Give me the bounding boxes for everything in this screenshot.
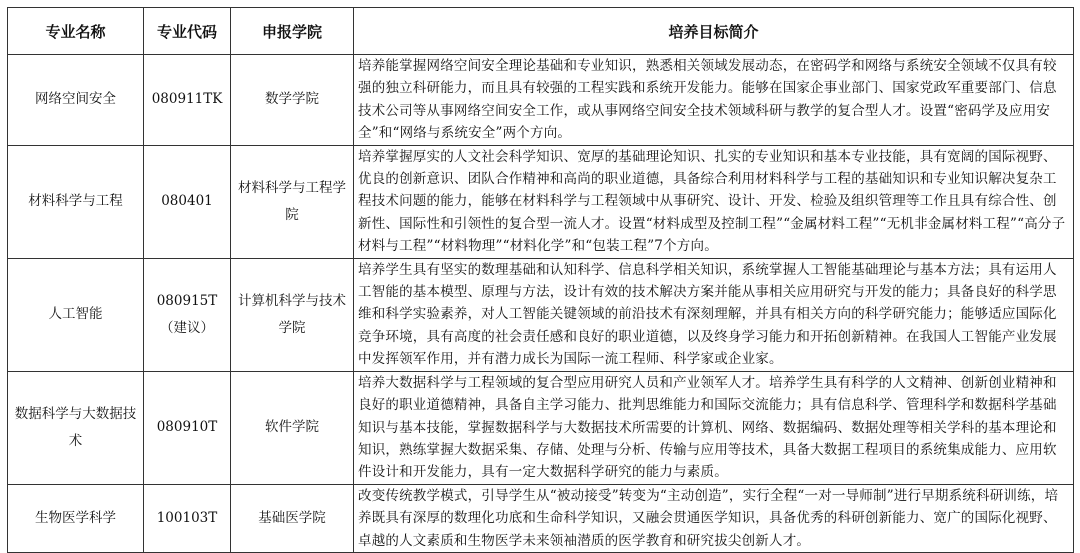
- major-code-cell: 080911TK: [144, 55, 231, 146]
- major-code-cell: 080910T: [144, 371, 231, 484]
- major-code-cell: 100103T: [144, 484, 231, 552]
- college-cell: 基础医学院: [231, 484, 354, 552]
- description-cell: 培养学生具有坚实的数理基础和认知科学、信息科学相关知识，系统掌握人工智能基础理论与基本方法；具有运用人工智能的基本模型、原理与方法，设计有效的技术解决方案并能从事相关应用研究与开发的能力；具备良好的科学思维和科学实验素养，对人工智能关键领域的前沿技术有深刻理解，并具有相关方向的科学研究能力；能够适应国际化竞争环境，具有高度的社会责任感和良好的职业道德，以及终身学习能力和开拓创新精神。在我国人工智能产业发展中发挥领军作用，并有潜力成长为国际一流工程师、科学家或企业家。: [354, 258, 1074, 371]
- major-code-note: （建议）: [160, 319, 214, 336]
- header-major-name: 专业名称: [8, 8, 144, 55]
- table-row: [8, 55, 1074, 146]
- description-cell: 改变传统教学模式，引导学生从“被动接受”转变为“主动创造”，实行全程“一对一导师制”进行早期系统科研训练，培养既具有深厚的数理化功底和生命科学知识，又融会贯通医学知识，具备优秀的科研创新能力、宽广的国际化视野、卓越的人文素质和生物医学未来领袖潜质的医学教育和研究拔尖创新人才。: [354, 484, 1074, 552]
- table-row: [8, 145, 1074, 258]
- table-header-row: [8, 8, 1074, 55]
- majors-table: [7, 7, 1074, 553]
- header-description: 培养目标简介: [354, 8, 1074, 55]
- major-name-cell: 数据科学与大数据技术: [8, 371, 144, 484]
- table-row: [8, 484, 1074, 552]
- major-code-cell: 080401: [144, 145, 231, 258]
- college-cell: 计算机科学与技术学院: [231, 258, 354, 371]
- description-cell: 培养掌握厚实的人文社会科学知识、宽厚的基础理论知识、扎实的专业知识和基本专业技能，具有宽阔的国际视野、优良的创新意识、团队合作精神和高尚的职业道德，具备综合利用材料科学与工程的基础知识和专业知识解决复杂工程技术问题的能力，能够在材料科学与工程领域中从事研究、设计、开发、检验及组织管理等工作且具有综合性、创新性、国际性和引领性的复合型一流人才。设置“材料成型及控制工程”“金属材料工程”“无机非金属材料工程”“高分子材料与工程”“材料物理”“材料化学”和“包装工程”7个方向。: [354, 145, 1074, 258]
- major-code-value: 080915T: [156, 292, 218, 309]
- major-name-cell: 网络空间安全: [8, 55, 144, 146]
- header-college: 申报学院: [231, 8, 354, 55]
- major-name-cell: 材料科学与工程: [8, 145, 144, 258]
- major-code-cell: [144, 258, 231, 371]
- table-row: [8, 371, 1074, 484]
- major-name-cell: 生物医学科学: [8, 484, 144, 552]
- description-cell: 培养大数据科学与工程领域的复合型应用研究人员和产业领军人才。培养学生具有科学的人文精神、创新创业精神和良好的职业道德精神，具备自主学习能力、批判思维能力和国际交流能力；具有信息科学、管理科学和数据科学基础知识与基本技能，掌握数据科学与大数据技术所需要的计算机、网络、数据编码、数据处理等相关学科的基本理论和知识，熟练掌握大数据采集、存储、处理与分析、传输与应用等技术，具备大数据工程项目的系统集成能力、应用软件设计和开发能力，具有一定大数据科学研究的能力与素质。: [354, 371, 1074, 484]
- college-cell: 材料科学与工程学院: [231, 145, 354, 258]
- description-cell: 培养能掌握网络空间安全理论基础和专业知识，熟悉相关领域发展动态，在密码学和网络与系统安全领域不仅具有较强的独立科研能力，而且具有较强的工程实践和系统开发能力。能够在国家企事业部门、国家党政军重要部门、信息技术公司等从事网络空间安全工作，或从事网络空间安全技术领域科研与教学的复合型人才。设置“密码学及应用安全”和“网络与系统安全”两个方向。: [354, 55, 1074, 146]
- major-name-cell: 人工智能: [8, 258, 144, 371]
- college-cell: 软件学院: [231, 371, 354, 484]
- table-row: [8, 258, 1074, 371]
- header-major-code: 专业代码: [144, 8, 231, 55]
- college-cell: 数学学院: [231, 55, 354, 146]
